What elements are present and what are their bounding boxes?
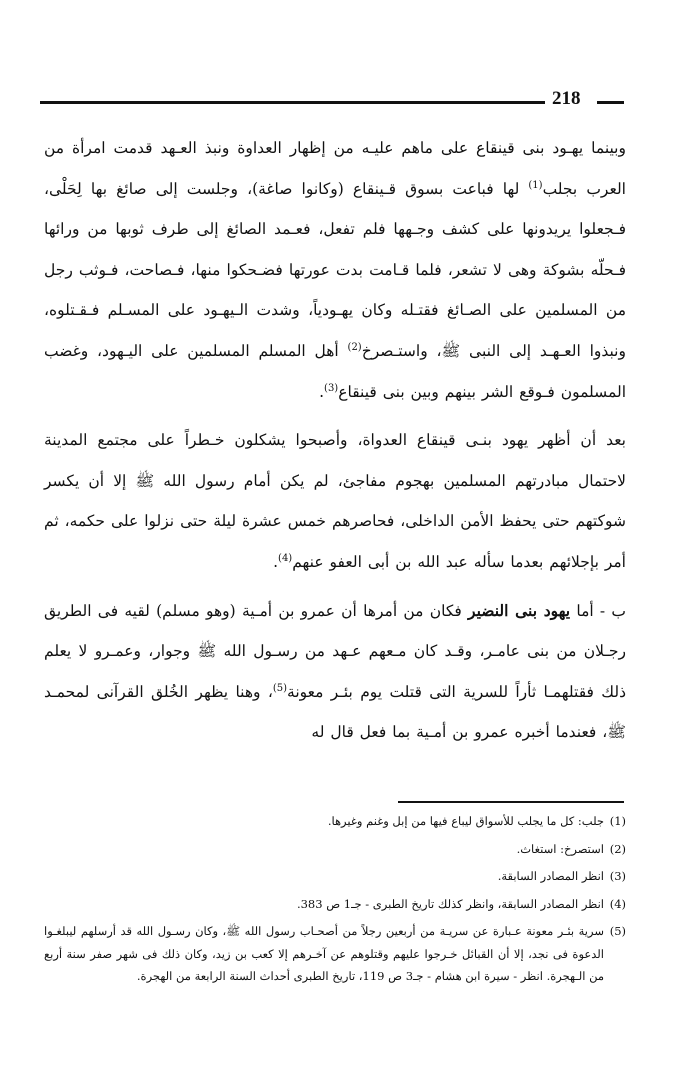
footnote-text: جلب: كل ما يجلب للأسواق ليباع فيها من إبل وغنم وغيرها. <box>327 814 604 828</box>
footnote-1 <box>44 810 626 833</box>
paragraph-1-text-a: وبينما يهـود بنى قينقاع على ماهم عليـه من إظهار العداوة ونبذ العـهد قدمت امرأة من العرب بجلب <box>44 139 626 198</box>
footnote-text: سرية بئـر معونة عـبارة عن سريـة من أربعين رجلاً من أصحـاب رسول الله ﷺ، وكان رسـول الله قد أرسلهم ليبلغـوا الدعوة فى نجد، إلا أن القبائل خـرجوا عليهم وقتلوهم عن آخـرهم إلا كعب بن زيد، وكان ذلك فى شهر صفر سنة أربع من الـهجرة. انظر - سيرة ابن هشام - جـ3 ص 119، تاريخ الطبرى أحداث السنة الرابعة من الهجرة. <box>44 924 604 983</box>
footnote-ref-4[interactable]: (4) <box>278 552 293 564</box>
paragraph-1-text-d: . <box>319 382 325 401</box>
paragraph-3-bold-term: يهود بنى النضير <box>468 600 571 620</box>
footnote-4 <box>44 893 626 916</box>
paragraph-3-text-b: ، وهنا يظهر الخُلق القرآنى لمحمـد ﷺ، فعندما أخبره عمرو بن أمـية بما فعل قال له <box>44 682 626 742</box>
paragraph-2-text-b: . <box>273 552 279 571</box>
footnote-number: (1) <box>609 814 626 828</box>
page-header <box>40 90 624 114</box>
header-rule-left <box>40 101 545 104</box>
footnotes <box>44 810 626 993</box>
footnote-ref-1[interactable]: (1) <box>528 179 543 191</box>
footnote-ref-2[interactable]: (2) <box>347 341 362 353</box>
footnote-ref-5[interactable]: (5) <box>272 682 288 694</box>
paragraph-1-text-b: لها فباعت بسوق قـينقاع (وكانوا صاغة)، وجلست إلى صائغ بها لِحَلْى، فـجعلوا يريدونها على كشف وجـهها فلم تفعل، فعـمد الصائغ إلى طرف ثوبها من ورائها فـحلّه بشوكة وهى لا تشعر، فلما قـامت بدت عورتها فضـحكوا منها، فـصاحت، فـوثب رجل من المسلمين على الصـائغ فقتـله وكان يهـودياً، وشدت الـيهـود على المسـلم فـقـتلوه، ونبذوا العـهـد إلى النبى ﷺ، واستـصرخ <box>44 179 626 360</box>
page-number: 218 <box>552 88 581 109</box>
footnote-number: (3) <box>609 869 626 883</box>
footnotes-separator <box>398 801 624 803</box>
paragraph-1 <box>44 128 626 412</box>
paragraph-2-text-a: بعد أن أظهر يهود بنـى قينقاع العدواة، وأصبحوا يشكلون خـطراً على مجتمع المدينة لاحتمال مبادرتهم المسلمين بهجوم مفاجئ، لم يكن أمام رسول الله ﷺ إلا أن يكسر شوكتهم حتى يحفظ الأمن الداخلى، فحاصرهم خمس عشرة ليلة حتى نزلوا على حكمه، ثم أمر بإجلائهم بعدما سأله عبد الله بن أبى العفو عنهم <box>44 431 626 571</box>
footnote-3 <box>44 865 626 888</box>
footnote-number: (5) <box>609 924 626 938</box>
header-rule-right <box>597 101 624 104</box>
footnote-text: انظر المصادر السابقة، وانظر كذلك تاريخ الطبرى - جـ1 ص 383. <box>296 896 604 911</box>
paragraph-3 <box>44 591 626 753</box>
paragraph-3-lead: ب - أما <box>570 601 626 620</box>
footnote-5 <box>44 920 626 988</box>
footnote-2 <box>44 838 626 861</box>
main-text <box>44 128 626 753</box>
footnote-number: (4) <box>609 896 626 911</box>
footnote-text: استصرخ: استغاث. <box>516 841 604 856</box>
footnote-text: انظر المصادر السابقة. <box>497 869 604 883</box>
footnote-number: (2) <box>609 841 626 856</box>
paragraph-2 <box>44 420 626 582</box>
footnote-ref-3[interactable]: (3) <box>324 382 339 394</box>
paragraph-1-text-c: أهل المسلم المسلمين على اليـهود، وغضب المسلمون فـوقع الشر بينهم وبين بنى قينقاع <box>44 341 626 401</box>
paragraph-3-text-a: فكان من أمرها أن عمرو بن أمـية (وهو مسلم) لقيه فى الطريق رجـلان من بنى عامـر، وقـد كان مـعهم عـهد من رسـول الله ﷺ وجوار، وعمـرو لا يعلم ذلك فقتلهمـا ثأراً للسرية التى قتلت يوم بئـر معونة <box>44 601 626 701</box>
